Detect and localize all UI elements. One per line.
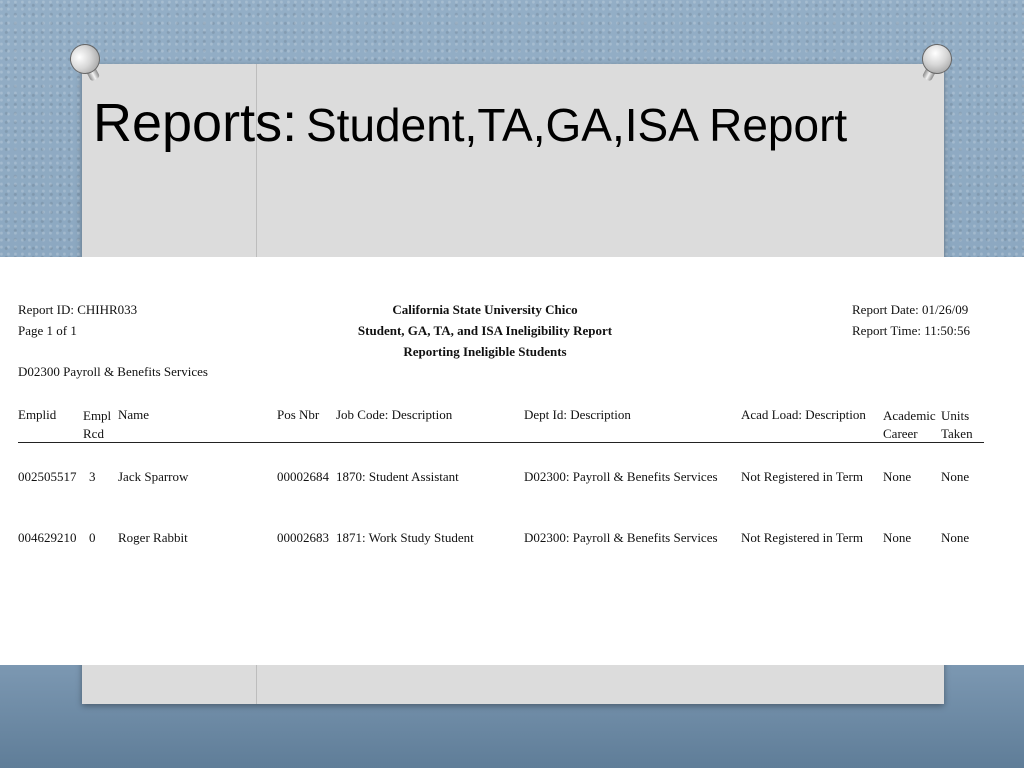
- report-institution: California State University Chico: [392, 302, 578, 317]
- report-name: Student, GA, TA, and ISA Ineligibility Report: [357, 323, 613, 338]
- column-header-empl-rcd: Empl Rcd: [83, 408, 112, 441]
- column-header-units-taken: Units Taken: [941, 408, 973, 441]
- table-row-2-emplid: 004629210: [18, 530, 77, 545]
- table-row-2-academic-career: None: [883, 530, 912, 545]
- table-row-2-pos-nbr: 00002683: [277, 530, 329, 545]
- header-divider: [18, 442, 984, 443]
- table-row-1-name: Jack Sparrow: [118, 469, 189, 484]
- report-subtitle: Reporting Ineligible Students: [403, 344, 567, 359]
- report-department: D02300 Payroll & Benefits Services: [18, 364, 208, 379]
- table-row-2-units-taken: None: [941, 530, 970, 545]
- table-row-2-name: Roger Rabbit: [118, 530, 188, 545]
- report-id: Report ID: CHIHR033: [18, 302, 138, 317]
- table-row-1-dept-id: D02300: Payroll & Benefits Services: [524, 469, 718, 484]
- table-row-1-emplid: 002505517: [18, 469, 77, 484]
- table-row-2-acad-load: Not Registered in Term: [741, 530, 863, 545]
- pushpin-right-icon: [917, 39, 958, 80]
- table-row-2-empl-rcd: 0: [89, 530, 96, 545]
- slide-title: [93, 92, 847, 154]
- report-image: [0, 257, 1024, 665]
- table-row-1-units-taken: None: [941, 469, 970, 484]
- column-header-job-code: Job Code: Description: [336, 407, 453, 422]
- column-header-academic-career: Academic Career: [883, 408, 936, 441]
- column-header-acad-load: Acad Load: Description: [741, 407, 866, 422]
- column-header-dept-id: Dept Id: Description: [524, 407, 631, 422]
- report-time: Report Time: 11:50:56: [852, 323, 970, 338]
- column-header-pos-nbr: Pos Nbr: [277, 407, 320, 422]
- table-row-2-job-code: 1871: Work Study Student: [336, 530, 474, 545]
- column-header-emplid: Emplid: [18, 407, 57, 422]
- table-row-1-job-code: 1870: Student Assistant: [336, 469, 459, 484]
- slide-title-sub: Student,TA,GA,ISA Report: [305, 99, 848, 151]
- table-row-1-acad-load: Not Registered in Term: [741, 469, 863, 484]
- table-row-1-pos-nbr: 00002684: [277, 469, 329, 484]
- table-row-1-empl-rcd: 3: [89, 469, 96, 484]
- slide-title-main: Reports:: [93, 93, 298, 153]
- column-header-name: Name: [118, 407, 150, 422]
- table-row-1-academic-career: None: [883, 469, 912, 484]
- report-date: Report Date: 01/26/09: [852, 302, 969, 317]
- table-row-2-dept-id: D02300: Payroll & Benefits Services: [524, 530, 718, 545]
- report-page: Page 1 of 1: [18, 323, 77, 338]
